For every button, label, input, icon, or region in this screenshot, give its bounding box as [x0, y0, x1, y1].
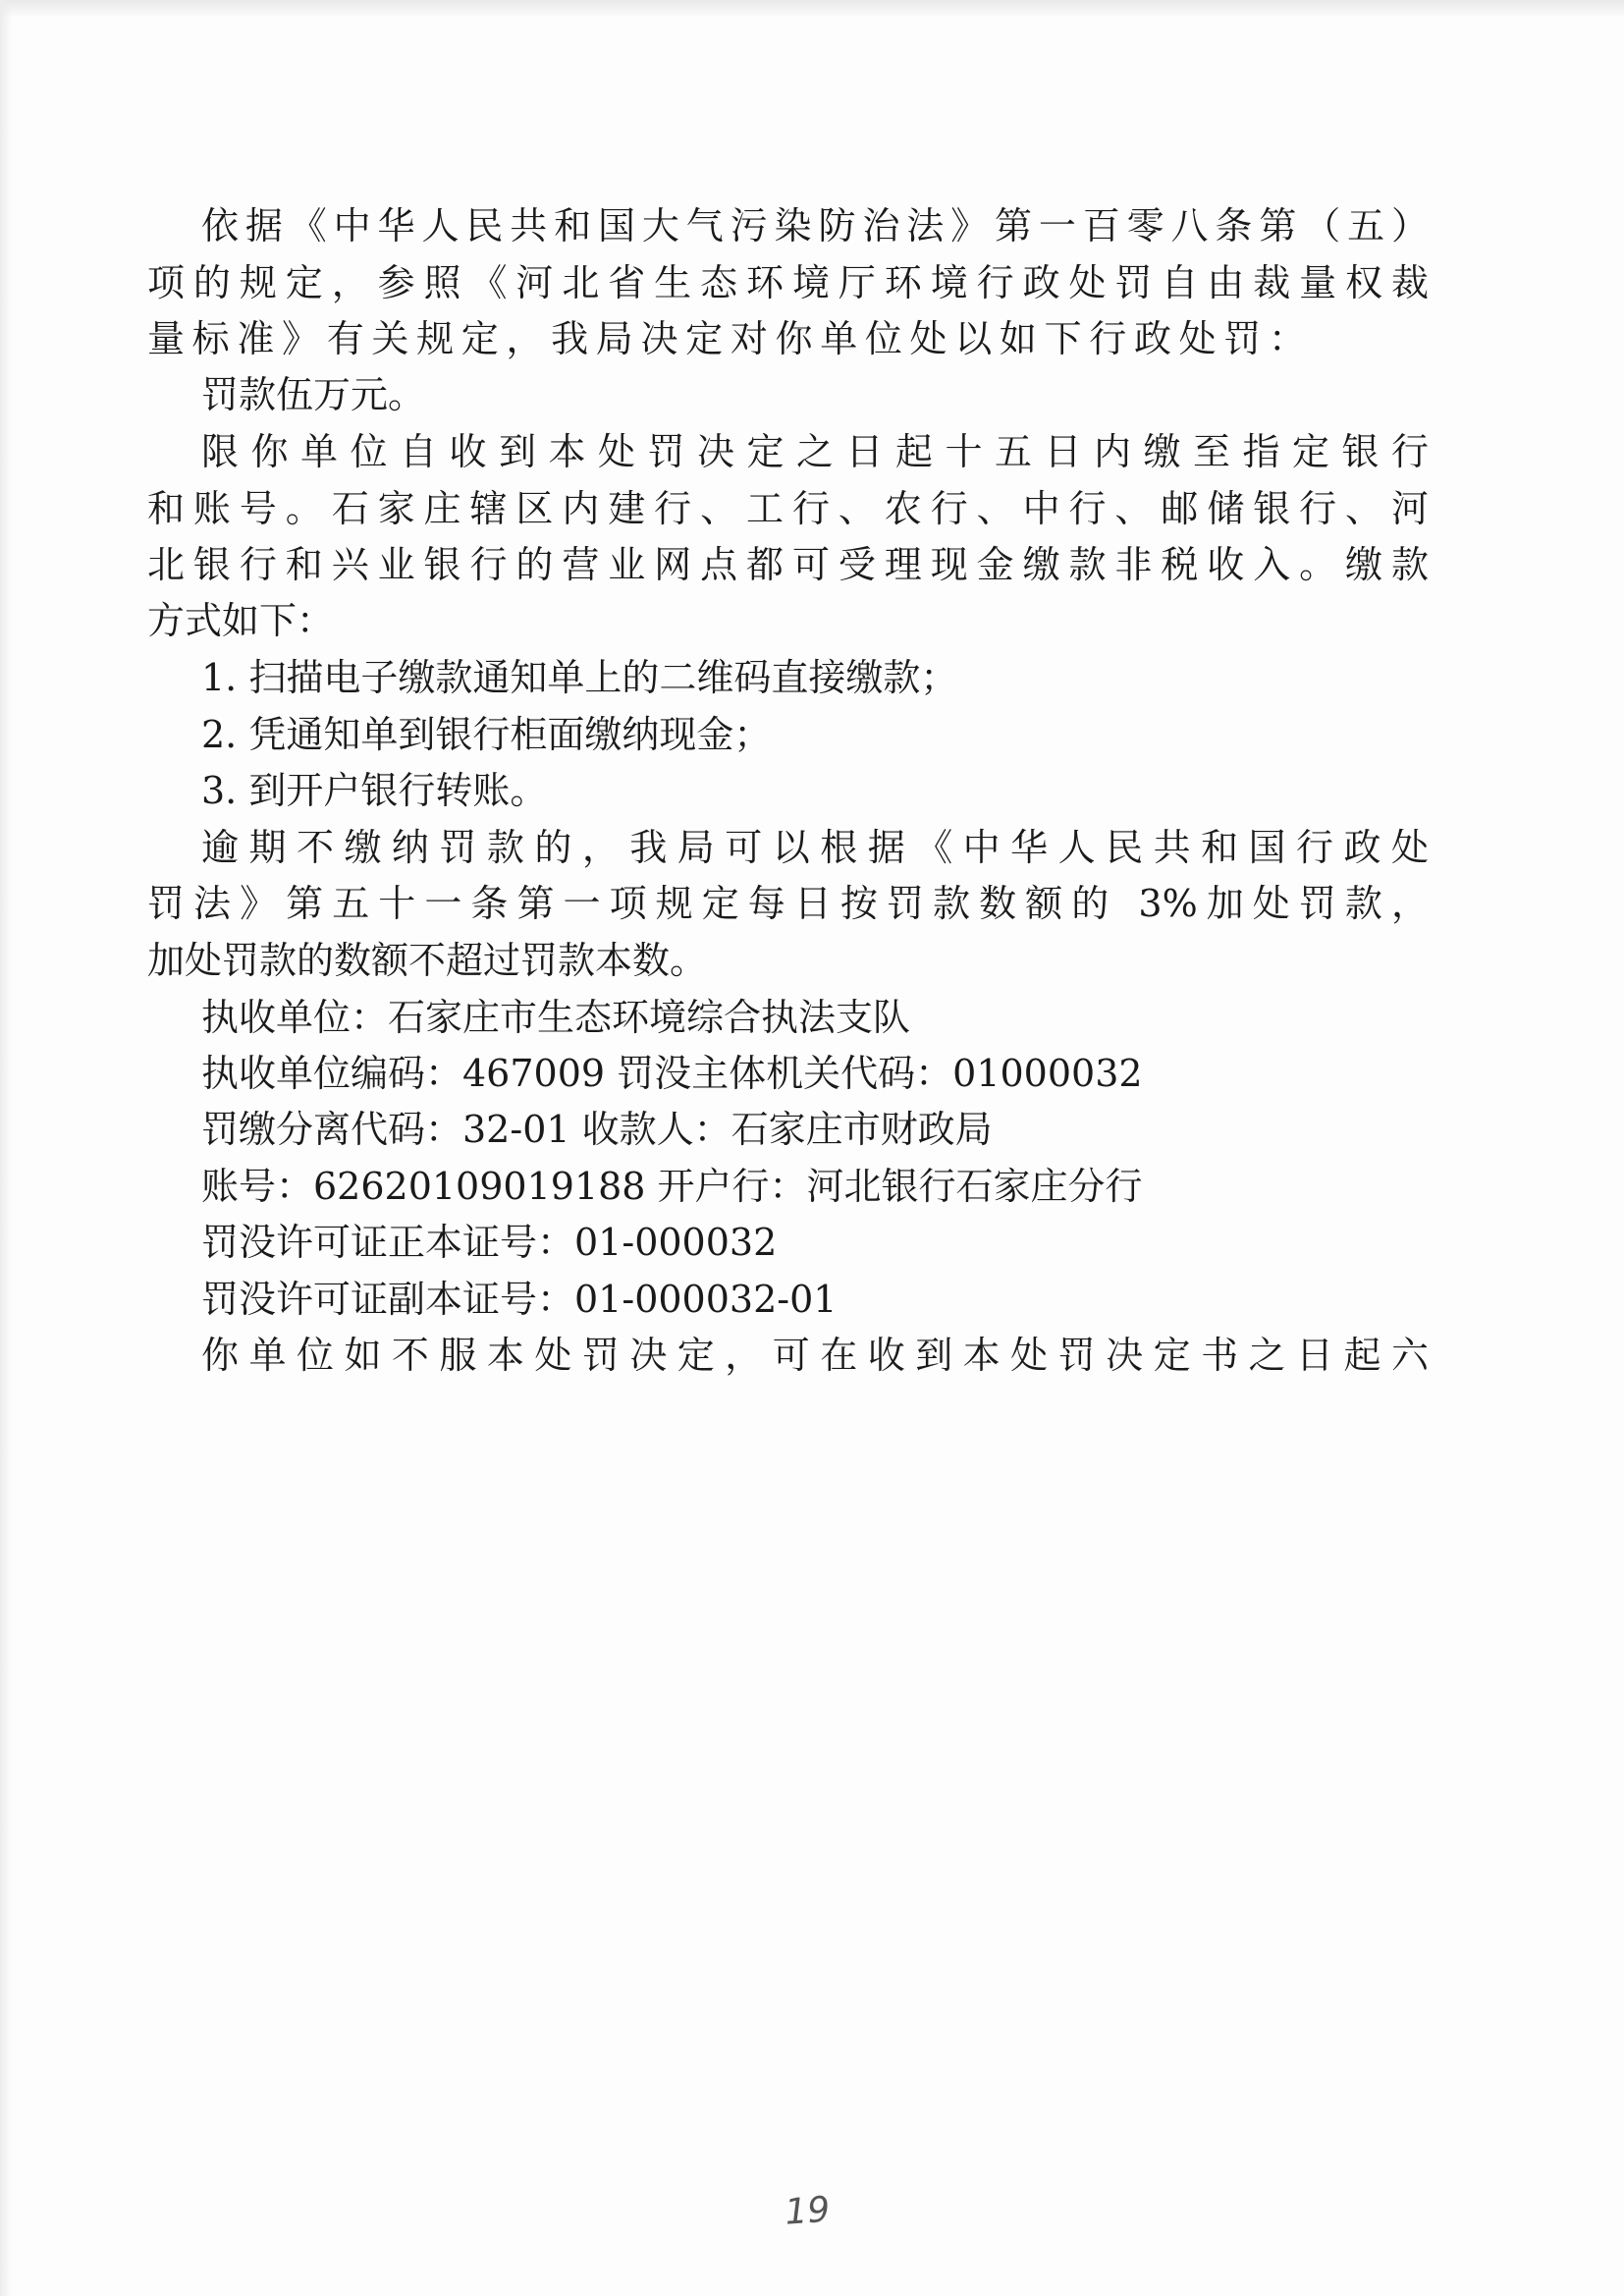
body-line: 依据《中华人民共和国大气污染防治法》第一百零八条第（五）	[201, 204, 1429, 247]
body-line: 罚法》第五十一条第一项规定每日按罚款数额的 3%加处罚款，	[147, 882, 1429, 925]
body-line: 2. 凭通知单到银行柜面缴纳现金；	[201, 713, 772, 756]
scan-edge-left	[0, 0, 12, 2296]
body-line: 和账号。石家庄辖区内建行、工行、农行、中行、邮储银行、河	[147, 487, 1429, 530]
page-number: 19	[784, 2189, 832, 2233]
body-line: 1. 扫描电子缴款通知单上的二维码直接缴款；	[201, 656, 958, 699]
body-line: 北银行和兴业银行的营业网点都可受理现金缴款非税收入。缴款	[147, 543, 1429, 586]
body-line: 加处罚款的数额不超过罚款本数。	[147, 939, 708, 982]
body-line: 账号：62620109019188 开户行：河北银行石家庄分行	[201, 1165, 1143, 1208]
body-line: 项的规定，参照《河北省生态环境厅环境行政处罚自由裁量权裁	[147, 261, 1429, 304]
body-line: 罚没许可证正本证号：01-000032	[201, 1221, 778, 1264]
scan-edge-top	[0, 0, 1624, 18]
body-line: 3. 到开户银行转账。	[201, 769, 548, 812]
body-line: 罚款伍万元。	[201, 373, 426, 416]
body-line: 执收单位编码：467009 罚没主体机关代码：01000032	[201, 1052, 1143, 1095]
body-line: 限你单位自收到本处罚决定之日起十五日内缴至指定银行	[201, 430, 1429, 473]
body-line: 罚没许可证副本证号：01-000032-01	[201, 1278, 838, 1321]
body-line: 罚缴分离代码：32-01 收款人：石家庄市财政局	[201, 1108, 993, 1151]
body-line: 执收单位：石家庄市生态环境综合执法支队	[201, 996, 911, 1039]
body-line: 方式如下：	[147, 599, 335, 642]
body-line: 你单位如不服本处罚决定，可在收到本处罚决定书之日起六	[201, 1334, 1429, 1377]
body-line: 量标准》有关规定，我局决定对你单位处以如下行政处罚：	[147, 317, 1306, 360]
body-line: 逾期不缴纳罚款的，我局可以根据《中华人民共和国行政处	[201, 826, 1429, 869]
